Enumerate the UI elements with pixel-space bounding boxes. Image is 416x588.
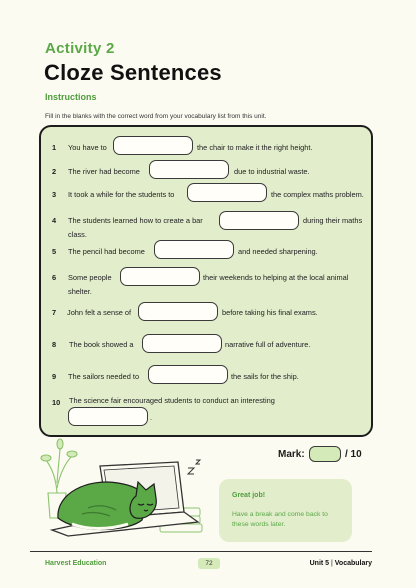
mark-input[interactable] bbox=[309, 446, 341, 462]
question-text: John felt a sense of bbox=[67, 308, 132, 317]
question-number: 1 bbox=[52, 143, 57, 152]
question-number: 2 bbox=[52, 167, 57, 176]
question-text: . bbox=[150, 413, 153, 422]
unit-label: Unit 5 bbox=[309, 560, 330, 567]
question-text: The book showed a bbox=[69, 340, 134, 349]
answer-blank[interactable] bbox=[154, 240, 234, 259]
answer-blank[interactable] bbox=[120, 267, 200, 286]
question-text: The students learned how to create a bar bbox=[68, 216, 203, 225]
answer-blank[interactable] bbox=[187, 183, 267, 202]
answer-blank[interactable] bbox=[138, 302, 218, 321]
question-text: You have to bbox=[68, 143, 107, 152]
page-number: 72 bbox=[198, 558, 220, 569]
mark-label: Mark: bbox=[278, 449, 305, 460]
question-number: 5 bbox=[52, 247, 57, 256]
question-number: 9 bbox=[52, 372, 57, 381]
question-number: 7 bbox=[52, 308, 57, 317]
questions-panel bbox=[39, 125, 373, 437]
question-text: due to industrial waste. bbox=[234, 167, 310, 176]
answer-blank[interactable] bbox=[142, 334, 222, 353]
footer-separator: | bbox=[329, 560, 335, 567]
question-number: 10 bbox=[52, 398, 61, 407]
question-number: 6 bbox=[52, 273, 57, 282]
note-text: Have a break and come back to these words later. bbox=[232, 511, 328, 528]
cat-laptop-illustration bbox=[38, 438, 218, 538]
question-text: their weekends to helping at the local animal bbox=[203, 273, 349, 282]
question-text-continued: shelter. bbox=[68, 287, 92, 296]
question-text: Some people bbox=[68, 273, 112, 282]
question-text: The sailors needed to bbox=[68, 372, 140, 381]
question-text: It took a while for the students to bbox=[68, 190, 175, 199]
question-text: The science fair encouraged students to conduct an interesting bbox=[69, 396, 275, 405]
answer-blank[interactable] bbox=[149, 160, 229, 179]
sleep-icon bbox=[188, 460, 200, 474]
question-number: 4 bbox=[52, 216, 57, 225]
instructions-heading: Instructions bbox=[45, 92, 97, 102]
question-text: before taking his final exams. bbox=[222, 308, 318, 317]
page-title: Cloze Sentences bbox=[44, 60, 222, 85]
question-text-continued: class. bbox=[68, 230, 87, 239]
answer-blank[interactable] bbox=[68, 407, 148, 426]
question-text: the chair to make it the right height. bbox=[197, 143, 313, 152]
encouragement-note bbox=[219, 479, 352, 542]
question-text: during their maths bbox=[303, 216, 363, 225]
question-text: The pencil had become bbox=[68, 247, 145, 256]
question-number: 8 bbox=[52, 340, 57, 349]
topic-label: Vocabulary bbox=[334, 560, 372, 567]
question-text: and needed sharpening. bbox=[238, 247, 318, 256]
mark-total: / 10 bbox=[345, 449, 362, 460]
question-text: The river had become bbox=[68, 167, 140, 176]
answer-blank[interactable] bbox=[113, 136, 193, 155]
question-text: narrative full of adventure. bbox=[225, 340, 311, 349]
question-number: 3 bbox=[52, 190, 57, 199]
question-text: the complex maths problem. bbox=[271, 190, 364, 199]
footer-publisher: Harvest Education bbox=[45, 560, 107, 567]
activity-label: Activity 2 bbox=[45, 40, 115, 57]
note-heading: Great job! bbox=[232, 492, 266, 499]
instructions-text: Fill in the blanks with the correct word from your vocabulary list from this unit. bbox=[45, 113, 267, 120]
footer-divider bbox=[30, 551, 372, 552]
answer-blank[interactable] bbox=[148, 365, 228, 384]
answer-blank[interactable] bbox=[219, 211, 299, 230]
footer-unit bbox=[310, 560, 372, 567]
question-text: the sails for the ship. bbox=[231, 372, 299, 381]
